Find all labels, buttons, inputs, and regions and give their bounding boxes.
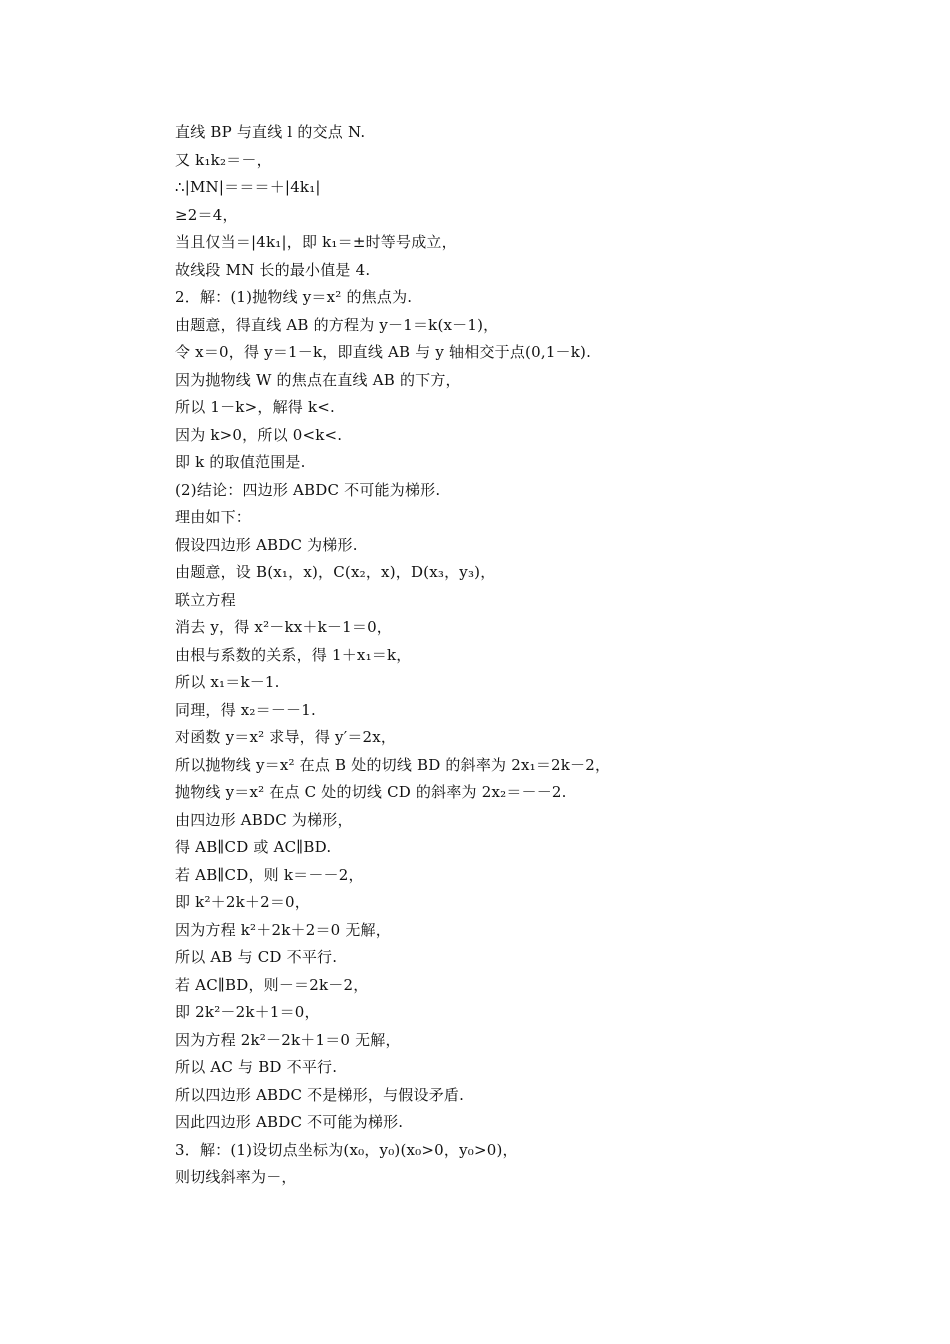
text-line: 因为抛物线 W 的焦点在直线 AB 的下方， — [175, 370, 461, 389]
text-line: 由根与系数的关系，得 1＋x₁＝k， — [175, 645, 412, 664]
text-line: 同理，得 x₂＝－－1. — [175, 700, 316, 719]
text-line: 又 k₁k₂＝－， — [175, 150, 272, 169]
text-line: 当且仅当＝|4k₁|，即 k₁＝±时等号成立， — [175, 233, 457, 251]
text-line: 3．解：(1)设切点坐标为(x₀，y₀)(x₀>0，y₀>0)， — [175, 1140, 518, 1159]
text-line: ∴|MN|＝＝＝＋|4k₁| — [175, 178, 321, 196]
text-line: 由题意，得直线 AB 的方程为 y－1＝k(x－1)， — [175, 315, 499, 334]
text-line: 由题意，设 B(x₁，x)，C(x₂，x)，D(x₃，y₃)， — [175, 563, 496, 581]
text-line: 因为方程 2k²－2k＋1＝0 无解， — [175, 1030, 401, 1049]
text-line: 所以 AC 与 BD 不平行. — [175, 1058, 338, 1076]
text-line: 假设四边形 ABDC 为梯形. — [175, 535, 358, 554]
text-line: 即 k 的取值范围是. — [175, 453, 306, 471]
text-line: 所以四边形 ABDC 不是梯形，与假设矛盾. — [175, 1085, 465, 1104]
text-line: 因为方程 k²＋2k＋2＝0 无解， — [175, 920, 391, 939]
text-line: 则切线斜率为－， — [175, 1168, 297, 1186]
text-line: 所以 AB 与 CD 不平行. — [175, 948, 338, 966]
text-line: 所以抛物线 y＝x² 在点 B 处的切线 BD 的斜率为 2x₁＝2k－2， — [175, 755, 611, 774]
text-line: 联立方程 — [175, 590, 236, 609]
text-line: 2．解：(1)抛物线 y＝x² 的焦点为. — [175, 288, 413, 306]
text-line: ≥2＝4， — [175, 205, 238, 224]
text-line: 所以 x₁＝k－1. — [175, 673, 280, 691]
text-line: 若 AC∥BD，则－＝2k－2， — [175, 975, 369, 994]
text-line: 对函数 y＝x² 求导，得 y′＝2x， — [175, 728, 397, 746]
text-line: (2)结论：四边形 ABDC 不可能为梯形. — [175, 480, 441, 499]
text-line: 消去 y，得 x²－kx＋k－1＝0， — [175, 618, 393, 636]
text-line: 所以 1－k>，解得 k<. — [175, 398, 335, 416]
text-line: 理由如下： — [175, 508, 252, 526]
text-line: 得 AB∥CD 或 AC∥BD. — [175, 838, 332, 856]
text-line: 因此四边形 ABDC 不可能为梯形. — [175, 1113, 404, 1131]
text-line: 抛物线 y＝x² 在点 C 处的切线 CD 的斜率为 2x₂＝－－2. — [175, 783, 567, 801]
text-line: 即 2k²－2k＋1＝0， — [175, 1003, 320, 1021]
text-line: 若 AB∥CD，则 k＝－－2， — [175, 865, 364, 884]
text-line: 即 k²＋2k＋2＝0， — [175, 893, 310, 911]
text-line: 令 x＝0，得 y＝1－k，即直线 AB 与 y 轴相交于点(0,1－k). — [175, 343, 592, 361]
text-line: 故线段 MN 长的最小值是 4. — [175, 260, 371, 279]
document-body — [175, 119, 875, 1192]
text-line: 直线 BP 与直线 l 的交点 N. — [175, 123, 366, 141]
text-line: 由四边形 ABDC 为梯形， — [175, 810, 353, 829]
text-line: 因为 k>0，所以 0<k<. — [175, 425, 343, 444]
